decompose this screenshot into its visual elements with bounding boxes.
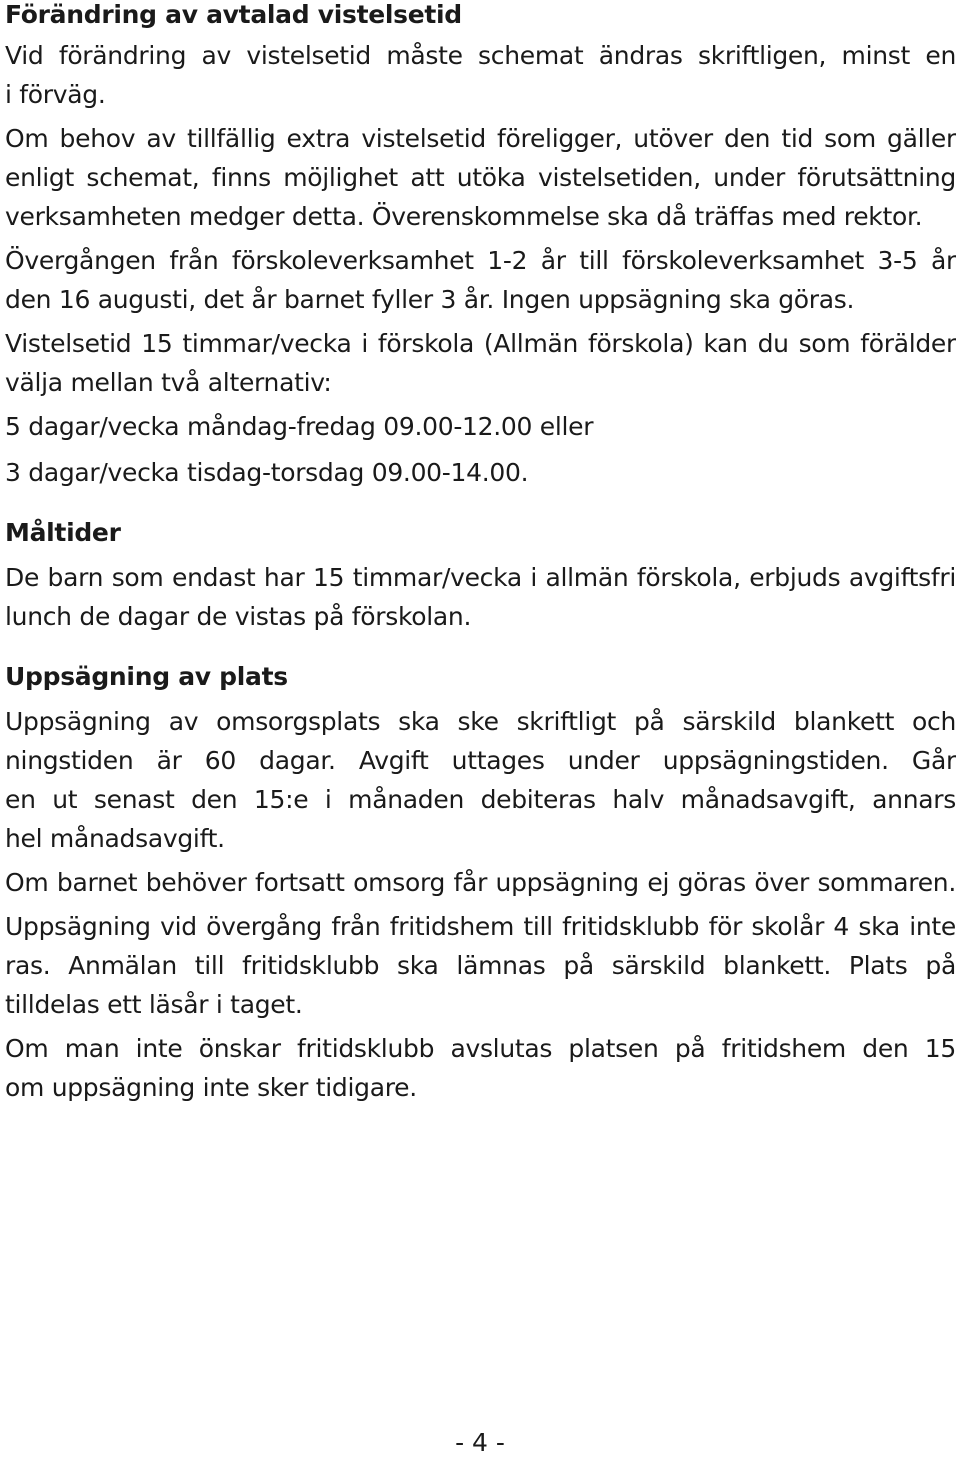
paragraph-line: ningstiden är 60 dagar. Avgift uttages under uppsägningstiden. Går [5, 746, 956, 775]
paragraph-line: Om man inte önskar fritidsklubb avslutas platsen på fritidshem den 15 [5, 1034, 956, 1063]
paragraph-line: enligt schemat, finns möjlighet att utöka vistelsetiden, under förutsättning [5, 163, 956, 192]
paragraph-line: en ut senast den 15:e i månaden debiteras halv månadsavgift, annars [5, 785, 956, 814]
section-heading: Uppsägning av plats [5, 662, 288, 691]
paragraph-line: tilldelas ett läsår i taget. [5, 990, 303, 1019]
paragraph-line: Om behov av tillfällig extra vistelsetid föreligger, utöver den tid som gäller [5, 124, 956, 153]
paragraph-line: verksamheten medger detta. Överenskommelse ska då träffas med rektor. [5, 202, 923, 231]
paragraph-line: den 16 augusti, det år barnet fyller 3 år. Ingen uppsägning ska göras. [5, 285, 855, 314]
paragraph-line: välja mellan två alternativ: [5, 368, 332, 397]
paragraph-line: Uppsägning av omsorgsplats ska ske skriftligt på särskild blankett och [5, 707, 956, 736]
paragraph-line: De barn som endast har 15 timmar/vecka i allmän förskola, erbjuds avgiftsfri [5, 563, 956, 592]
paragraph-line: i förväg. [5, 80, 106, 109]
paragraph-line: Vid förändring av vistelsetid måste schemat ändras skriftligen, minst en [5, 41, 956, 70]
page-number: - 4 - [455, 1428, 505, 1457]
paragraph-line: Uppsägning vid övergång från fritidshem till fritidsklubb för skolår 4 ska inte [5, 912, 956, 941]
paragraph-line: Övergången från förskoleverksamhet 1-2 år till förskoleverksamhet 3-5 år [5, 246, 956, 275]
paragraph-line: ras. Anmälan till fritidsklubb ska lämnas på särskild blankett. Plats på [5, 951, 956, 980]
paragraph-line: om uppsägning inte sker tidigare. [5, 1073, 417, 1102]
section-heading: Måltider [5, 518, 121, 547]
paragraph-line: hel månadsavgift. [5, 824, 225, 853]
paragraph-line: Om barnet behöver fortsatt omsorg får uppsägning ej göras över sommaren. [5, 868, 956, 897]
paragraph-line: 5 dagar/vecka måndag-fredag 09.00-12.00 eller [5, 412, 594, 441]
paragraph-line: lunch de dagar de vistas på förskolan. [5, 602, 472, 631]
section-heading: Förändring av avtalad vistelsetid [5, 0, 462, 29]
paragraph-line: 3 dagar/vecka tisdag-torsdag 09.00-14.00. [5, 458, 529, 487]
paragraph-line: Vistelsetid 15 timmar/vecka i förskola (Allmän förskola) kan du som förälder [5, 329, 956, 358]
